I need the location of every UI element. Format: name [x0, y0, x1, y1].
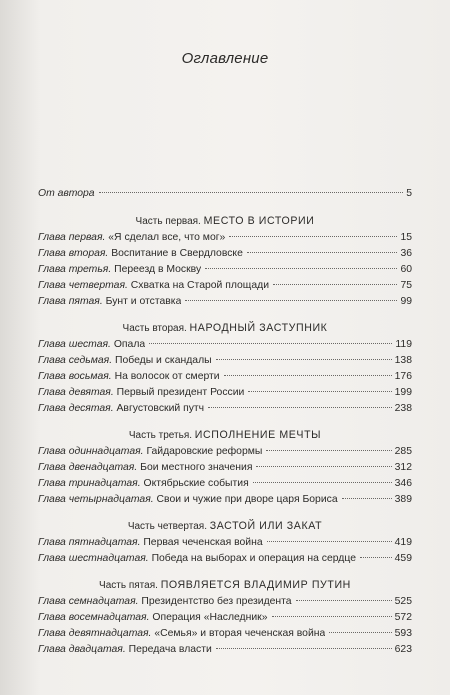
chapter-number: Глава вторая. — [38, 248, 109, 259]
dot-leader — [253, 482, 392, 483]
chapter-title: Августовский путч — [116, 403, 205, 414]
toc-entry — [38, 535, 412, 551]
page-number: 15 — [400, 232, 412, 243]
dot-leader — [272, 616, 392, 617]
part-name: ПОЯВЛЯЕТСЯ ВЛАДИМИР ПУТИН — [160, 579, 351, 591]
toc-entry — [38, 262, 412, 278]
toc-entry — [38, 551, 412, 567]
page-number: 138 — [394, 355, 412, 366]
dot-leader — [229, 236, 397, 237]
chapter-title: Победа на выборах и операция на сердце — [151, 553, 356, 564]
dot-leader — [149, 343, 392, 344]
dot-leader — [342, 498, 392, 499]
page-number: 60 — [400, 264, 412, 275]
chapter-number: Глава десятая. — [38, 403, 114, 414]
chapter-title: Опала — [113, 339, 146, 350]
part-prefix: Часть первая. — [135, 216, 201, 227]
dot-leader — [266, 450, 391, 451]
toc-entry — [38, 460, 412, 476]
dot-leader — [208, 407, 392, 408]
chapter-title: Бои местного значения — [140, 462, 253, 473]
toc-entry — [38, 610, 412, 626]
chapter-title: Первая чеченская война — [143, 537, 263, 548]
toc-entry — [38, 476, 412, 492]
chapter-title: На волосок от смерти — [114, 371, 220, 382]
chapter-number: Глава четвертая. — [38, 280, 128, 291]
page-number: 285 — [394, 446, 412, 457]
part-name: ЗАСТОЙ ИЛИ ЗАКАТ — [209, 520, 323, 532]
page-number: 623 — [394, 644, 412, 655]
chapter-title: Переезд в Москву — [114, 264, 202, 275]
chapter-title: Схватка на Старой площади — [130, 280, 270, 291]
part-prefix: Часть четвертая. — [127, 521, 207, 532]
page-number: 525 — [394, 596, 412, 607]
page-number: 593 — [394, 628, 412, 639]
chapter-title: Операция «Наследник» — [152, 612, 268, 623]
toc-entry — [38, 246, 412, 262]
page-number: 5 — [406, 188, 412, 199]
dot-leader — [205, 268, 397, 269]
page-number: 238 — [394, 403, 412, 414]
dot-leader — [248, 391, 391, 392]
page-number: 36 — [400, 248, 412, 259]
chapter-number: Глава восемнадцатая. — [38, 612, 150, 623]
chapter-number: Глава шестнадцатая. — [38, 553, 149, 564]
part-heading — [38, 321, 412, 335]
dot-leader — [247, 252, 398, 253]
chapter-number: Глава девятнадцатая. — [38, 628, 152, 639]
page-number: 119 — [395, 339, 412, 350]
chapter-title: Передача власти — [128, 644, 212, 655]
page-number: 459 — [394, 553, 412, 564]
toc-entry — [38, 278, 412, 294]
page-number: 419 — [394, 537, 412, 548]
page-number: 389 — [394, 494, 412, 505]
chapter-number: Глава восьмая. — [38, 371, 112, 382]
chapter-number: Глава четырнадцатая. — [38, 494, 154, 505]
toc-entry-author — [38, 186, 412, 202]
toc-entry — [38, 369, 412, 385]
chapter-number: Глава двадцатая. — [38, 644, 126, 655]
toc-entry — [38, 626, 412, 642]
dot-leader — [273, 284, 397, 285]
page-number: 75 — [400, 280, 412, 291]
chapter-number: Глава пятнадцатая. — [38, 537, 141, 548]
dot-leader — [329, 632, 391, 633]
chapter-number: Глава первая. — [38, 232, 106, 243]
chapter-number: Глава семнадцатая. — [38, 596, 139, 607]
chapter-title: Октябрьские события — [143, 478, 249, 489]
chapter-title: Бунт и отставка — [105, 296, 182, 307]
page-number: 176 — [394, 371, 412, 382]
dot-leader — [256, 466, 391, 467]
chapter-number: Глава одиннадцатая. — [38, 446, 144, 457]
chapter-title: Первый президент России — [116, 387, 245, 398]
page-number: 572 — [394, 612, 412, 623]
page-number: 199 — [394, 387, 412, 398]
dot-leader — [360, 557, 392, 558]
part-heading — [38, 214, 412, 228]
toc-entry — [38, 492, 412, 508]
dot-leader — [185, 300, 397, 301]
page-number: 99 — [400, 296, 412, 307]
chapter-number: Глава третья. — [38, 264, 112, 275]
part-heading — [38, 578, 412, 592]
page-number: 312 — [394, 462, 412, 473]
dot-leader — [99, 192, 404, 193]
part-heading — [38, 519, 412, 533]
toc-entry — [38, 642, 412, 658]
toc-entry — [38, 594, 412, 610]
chapter-title: «Я сделал все, что мог» — [108, 232, 226, 243]
part-name: НАРОДНЫЙ ЗАСТУПНИК — [189, 322, 328, 334]
part-name: МЕСТО В ИСТОРИИ — [203, 215, 315, 227]
toc-entry — [38, 230, 412, 246]
chapter-number: Глава пятая. — [38, 296, 103, 307]
chapter-title: Победы и скандалы — [115, 355, 212, 366]
toc-entry — [38, 444, 412, 460]
chapter-title: Свои и чужие при дворе царя Бориса — [156, 494, 338, 505]
toc-entry — [38, 401, 412, 417]
chapter-number: Глава двенадцатая. — [38, 462, 138, 473]
part-name: ИСПОЛНЕНИЕ МЕЧТЫ — [194, 429, 322, 441]
part-prefix: Часть пятая. — [99, 580, 158, 591]
chapter-number: Глава девятая. — [38, 387, 114, 398]
dot-leader — [267, 541, 392, 542]
entry-label: От автора — [38, 188, 95, 199]
chapter-title: Президентство без президента — [141, 596, 292, 607]
page-title: Оглавление — [181, 50, 269, 67]
toc-entry — [38, 294, 412, 310]
chapter-title: Воспитание в Свердловске — [111, 248, 243, 259]
chapter-number: Глава седьмая. — [38, 355, 113, 366]
toc-entry — [38, 353, 412, 369]
chapter-number: Глава шестая. — [38, 339, 111, 350]
toc-entry — [38, 385, 412, 401]
toc-entry — [38, 337, 412, 353]
page-number: 346 — [394, 478, 412, 489]
chapter-title: Гайдаровские реформы — [146, 446, 263, 457]
part-heading — [38, 428, 412, 442]
table-of-contents — [38, 186, 412, 658]
chapter-number: Глава тринадцатая. — [38, 478, 141, 489]
chapter-title: «Семья» и вторая чеченская война — [154, 628, 326, 639]
dot-leader — [224, 375, 392, 376]
part-prefix: Часть вторая. — [122, 323, 187, 334]
dot-leader — [216, 359, 392, 360]
dot-leader — [216, 648, 392, 649]
dot-leader — [296, 600, 392, 601]
part-prefix: Часть третья. — [128, 430, 193, 441]
